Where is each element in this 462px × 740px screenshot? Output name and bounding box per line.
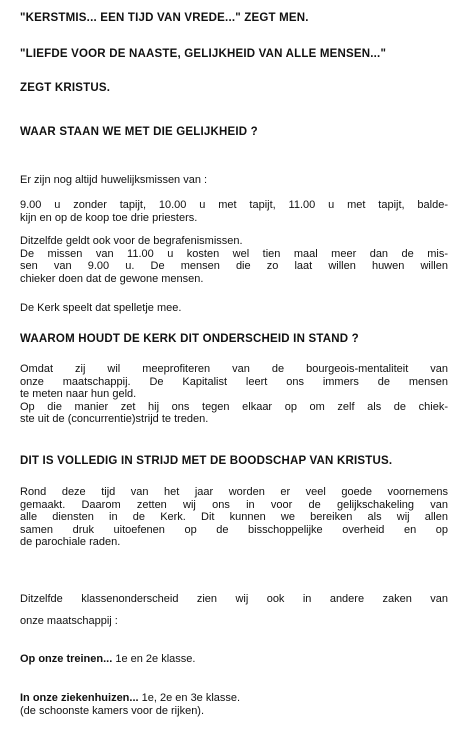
text-line: Ditzelfde geldt ook voor de begrafenismissen. [20, 235, 243, 247]
heading-equality: WAAR STAAN WE MET DIE GELIJKHEID ? [20, 126, 258, 138]
text-line: onze maatschappij : [20, 615, 118, 627]
text-line: gemaakt. Daarom zetten wij ons in voor de gelijkschakeling van [20, 498, 448, 511]
text-line [20, 692, 448, 705]
paragraph-funeral-masses [20, 235, 448, 285]
text-line: alle diensten in de Kerk. Dit kunnen we bereiken als wij allen [20, 511, 448, 524]
paragraph-bourgeois-mentality [20, 363, 448, 426]
text-line: Rond deze tijd van het jaar worden er veel goede voornemens [20, 486, 448, 498]
text-line: (de schoonste kamers voor de rijken). [20, 704, 205, 717]
text-fragment: 1e, 2e en 3e klasse. [138, 692, 241, 704]
text-line: 9.00 u zonder tapijt, 10.00 u met tapijt, 11.00 u met tapijt, balde- [20, 199, 448, 211]
intro-line-1: "KERSTMIS... EEN TIJD VAN VREDE..." ZEGT MEN. [20, 12, 309, 24]
paragraph-class-distinction [20, 588, 448, 632]
text-line: Ditzelfde klassenonderscheid zien wij ook in andere zaken van [20, 593, 448, 605]
text-line: samen druk uitoefenen op de bisschoppelijke overheid en op [20, 523, 448, 536]
paragraph-church-plays-along [20, 302, 448, 315]
text-fragment: 1e en 2e klasse. [112, 653, 196, 665]
paragraph-wedding-masses-intro [20, 174, 448, 187]
paragraph-trains [20, 653, 448, 666]
text-line: sen van 9.00 u. De mensen die zo laat willen huwen willen [20, 260, 448, 273]
text-line: Op die manier zet hij ons tegen elkaar op om zelf als de chiek- [20, 400, 448, 413]
text-line: kijn en op de koop toe drie priesters. [20, 211, 198, 224]
intro-line-3: ZEGT KRISTUS. [20, 82, 111, 94]
text-line: Omdat zij wil meeprofiteren van de bourgeois-mentaliteit van [20, 363, 448, 375]
text-line: de parochiale raden. [20, 536, 121, 549]
text-line: De Kerk speelt dat spelletje mee. [20, 302, 182, 314]
bold-phrase: In onze ziekenhuizen... [20, 692, 139, 704]
text-line: te meten naar hun geld. [20, 388, 137, 401]
text-line: chieker doen dat de gewone mensen. [20, 272, 204, 285]
intro-line-2: "LIEFDE VOOR DE NAASTE, GELIJKHEID VAN ALLE MENSEN..." [20, 48, 387, 60]
bold-phrase: Op onze treinen... [20, 653, 113, 665]
paragraph-good-intentions [20, 486, 448, 549]
heading-conflict-with-message: DIT IS VOLLEDIG IN STRIJD MET DE BOODSCHAP VAN KRISTUS. [20, 455, 393, 467]
text-line: ste uit de (concurrentie)strijd te treden. [20, 413, 209, 426]
heading-why-distinction: WAAROM HOUDT DE KERK DIT ONDERSCHEID IN STAND ? [20, 333, 359, 345]
text-line: Er zijn nog altijd huwelijksmissen van : [20, 174, 208, 186]
paragraph-hospitals [20, 692, 448, 717]
paragraph-wedding-masses [20, 199, 448, 224]
text-line: onze maatschappij. De Kapitalist leert ons immers de mensen [20, 375, 448, 388]
text-line [20, 653, 448, 666]
text-line: De missen van 11.00 u kosten wel tien maal meer dan de mis- [20, 247, 448, 260]
